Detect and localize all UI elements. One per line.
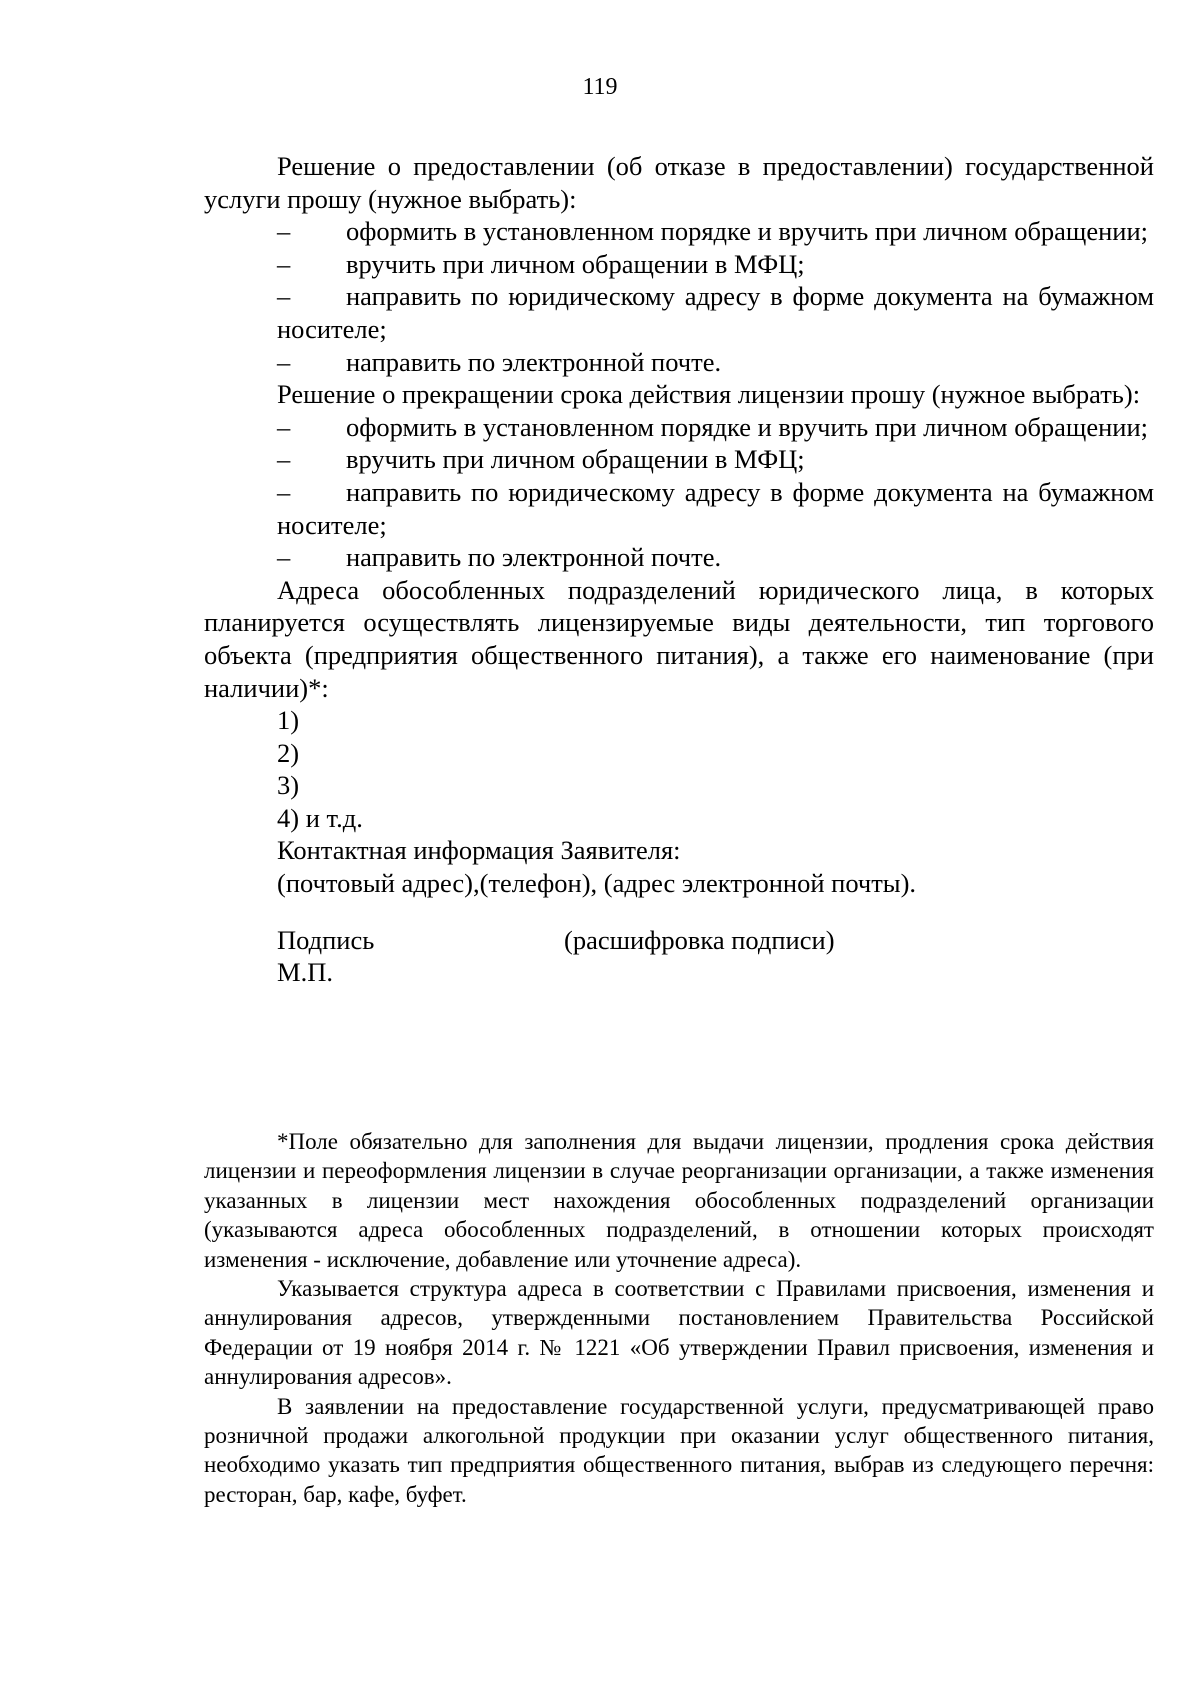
- addresses-paragraph: Адреса обособленных подразделений юридического лица, в которых планируется осуществлять лицензируемые виды деятельности, тип торгового объекта (предприятия общественного питания), а также его наименование (при наличии)*:: [204, 574, 1154, 703]
- list-item: – направить по электронной почте.: [277, 346, 722, 377]
- footnote-catering-type: В заявлении на предоставление государственной услуги, предусматривающей право розничной продажи алкогольной продукции при оказании услуг общественного питания, необходимо указать тип предприятия общественного питания, выбрав из следующего перечня: ресторан, бар, кафе, буфет.: [204, 1393, 1154, 1507]
- page-number: 119: [582, 74, 618, 100]
- footnote-required-field: *Поле обязательно для заполнения для выдачи лицензии, продления срока действия лицензии и переоформления лицензии в случае реорганизации организации, а также изменения указанных в лицензии мест нахождения обособленных подразделений организации (указываются адреса обособленных подразделений, в отношении которых происходят изменения - исключение, добавление или уточнение адреса).: [204, 1129, 1154, 1272]
- signature-label: Подпись: [277, 924, 375, 955]
- decision-grant-intro: Решение о предоставлении (об отказе в предоставлении) государственной услуги прошу (нужное выбрать):: [204, 151, 1154, 214]
- list-item: – направить по юридическому адресу в форме документа на бумажном носителе;: [277, 476, 1154, 540]
- signature-decoding: (расшифровка подписи): [564, 924, 835, 955]
- stamp-label: М.П.: [277, 957, 333, 988]
- document-body: [204, 150, 1154, 989]
- address-item: 2): [277, 737, 300, 768]
- footnotes: [204, 1127, 1154, 1509]
- address-item: 3): [277, 770, 300, 801]
- signature-line: [204, 924, 1154, 957]
- list-item: – направить по юридическому адресу в форме документа на бумажном носителе;: [277, 281, 1154, 344]
- list-item: – оформить в установленном порядке и вручить при личном обращении;: [277, 216, 1149, 247]
- contact-title: Контактная информация Заявителя:: [277, 835, 681, 866]
- footnote-address-structure: Указывается структура адреса в соответствии с Правилами присвоения, изменения и аннулирования адресов, утвержденными постановлением Правительства Российской Федерации от 19 ноября 2014 г. № 1221 «Об утверждении Правил присвоения, изменения и аннулирования адресов».: [204, 1276, 1154, 1390]
- list-item: – направить по электронной почте.: [277, 542, 722, 573]
- list-item: – оформить в установленном порядке и вручить при личном обращении;: [277, 411, 1149, 442]
- decision-termination-intro: Решение о прекращении срока действия лицензии прошу (нужное выбрать):: [277, 379, 1141, 410]
- address-item: 1): [277, 705, 300, 736]
- list-item: – вручить при личном обращении в МФЦ;: [277, 444, 805, 475]
- address-item: 4) и т.д.: [277, 802, 363, 833]
- contact-details: (почтовый адрес),(телефон), (адрес электронной почты).: [277, 868, 917, 899]
- list-item: – вручить при личном обращении в МФЦ;: [277, 248, 805, 279]
